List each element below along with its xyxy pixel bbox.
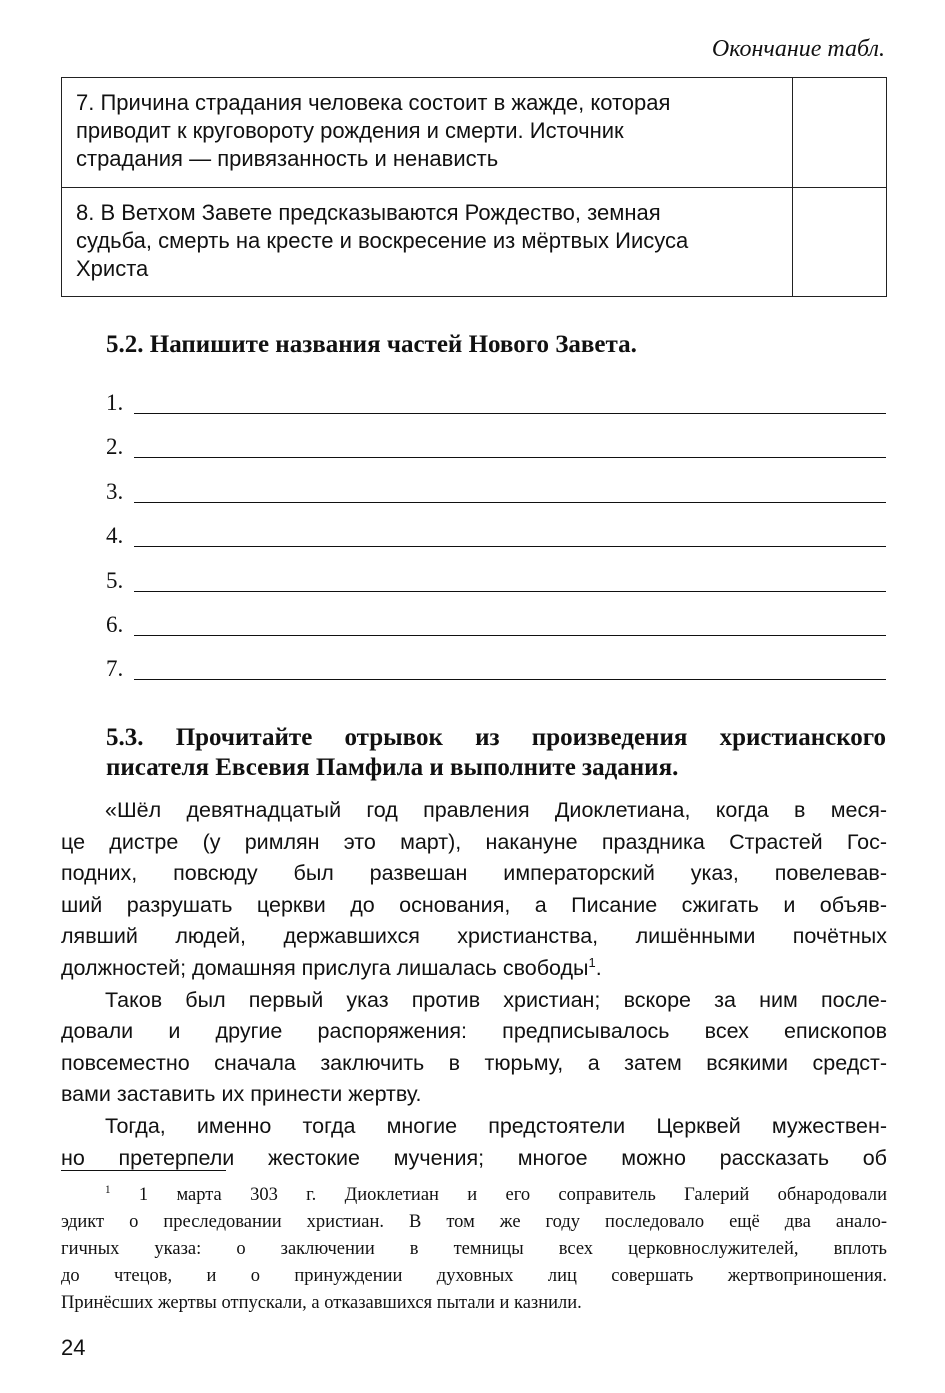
answer-blank-line[interactable] — [134, 457, 886, 458]
answer-lines-list — [106, 390, 886, 701]
excerpt-line: довали и другие распоряжения: предписывалось всех епископов — [61, 1019, 887, 1044]
answer-blank-line[interactable] — [134, 413, 886, 414]
answer-line-item — [106, 390, 886, 434]
excerpt-line: вами заставить их принести жертву. — [61, 1082, 422, 1107]
answer-line-item — [106, 612, 886, 656]
answer-cell[interactable] — [792, 188, 886, 297]
excerpt-line: «Шёл девятнадцатый год правления Диоклетиана, когда в меся- — [105, 798, 887, 822]
footnote-line — [61, 1182, 887, 1209]
excerpt-line: но претерпели жестокие мучения; многое можно рассказать об — [61, 1145, 887, 1170]
answer-blank-line[interactable] — [134, 546, 886, 547]
answer-blank-line[interactable] — [134, 679, 886, 680]
footnote-line: эдикт о преследовании христиан. В том же году последовало ещё два анало- — [61, 1212, 887, 1232]
footnote-line: гичных указа: о заключении в темницы всех церковнослужителей, вплоть — [61, 1239, 887, 1259]
footnote-line: до чтецов, и о принуждении духовных лиц совершать жертвоприношения. — [61, 1266, 887, 1286]
eusebius-excerpt — [61, 795, 887, 1174]
task-5-3-title — [106, 723, 886, 783]
answer-line-number: 6. — [106, 611, 124, 637]
statements-table — [61, 77, 887, 297]
answer-line-number: 3. — [106, 478, 124, 504]
footnote-mark: 1 — [105, 1183, 111, 1196]
statement-line: 8. В Ветхом Завете предсказываются Рождество, земная — [76, 200, 661, 225]
answer-blank-line[interactable] — [134, 591, 886, 592]
answer-line-number: 4. — [106, 523, 124, 549]
footnote — [61, 1182, 887, 1317]
excerpt-line: ший разрушать церкви до основания, а Писание сжигать и объяв- — [61, 892, 887, 917]
answer-line-number: 5. — [106, 567, 124, 593]
footnote-text: 1 марта 303 г. Диоклетиан и его соправитель Галерий обнародовали — [138, 1185, 887, 1205]
answer-cell[interactable] — [792, 78, 886, 188]
task-title-line: 5.3. Прочитайте отрывок из произведения христианского — [106, 724, 886, 751]
excerpt-line: Тогда, именно тогда многие предстоятели Церквей мужествен- — [105, 1113, 887, 1138]
answer-line-item — [106, 479, 886, 523]
answer-line-number: 7. — [106, 656, 124, 682]
footnote-reference: 1 — [588, 954, 596, 970]
statement-line: приводит к круговороту рождения и смерти. Источник — [76, 118, 624, 143]
table-continuation-label: Окончание табл. — [711, 36, 885, 62]
page-number: 24 — [61, 1335, 86, 1360]
answer-line-item — [106, 434, 886, 478]
excerpt-line — [61, 953, 887, 985]
excerpt-line: лявший людей, державшихся христианства, лишёнными почётных — [61, 924, 887, 949]
answer-line-item — [106, 656, 886, 700]
excerpt-text: должностей; домашняя прислуга лишалась свободы — [61, 955, 589, 980]
statement-line: страдания — привязанность и ненависть — [76, 146, 499, 171]
statement-line: Христа — [76, 256, 149, 281]
excerpt-line: подних, повсюду был развешан императорский указ, повелевав- — [61, 861, 887, 886]
answer-line-item — [106, 568, 886, 612]
task-title-line: писателя Евсевия Памфила и выполните задания. — [106, 754, 679, 781]
excerpt-line: це дистре (у римлян это март), накануне праздника Страстей Гос- — [61, 829, 887, 854]
answer-line-number: 1. — [106, 390, 124, 415]
footnote-line: Принёсших жертвы отпускали, а отказавшихся пытали и казнили. — [61, 1293, 582, 1313]
excerpt-line: Таков был первый указ против христиан; вскоре за ним после- — [105, 987, 887, 1012]
excerpt-punctuation: . — [595, 955, 602, 980]
excerpt-line: повсеместно сначала заключить в тюрьму, а затем всякими средст- — [61, 1050, 887, 1075]
table-row — [62, 78, 887, 188]
statement-cell — [62, 188, 793, 297]
answer-blank-line[interactable] — [134, 635, 886, 636]
answer-line-number: 2. — [106, 434, 124, 460]
answer-line-item — [106, 523, 886, 567]
task-5-2-title: 5.2. Напишите названия частей Нового Завета. — [106, 331, 637, 358]
footnote-divider — [61, 1170, 226, 1171]
statement-line: судьба, смерть на кресте и воскресение из мёртвых Иисуса — [76, 228, 689, 253]
table-row — [62, 188, 887, 297]
answer-blank-line[interactable] — [134, 502, 886, 503]
statement-cell — [62, 78, 793, 188]
statement-line: 7. Причина страдания человека состоит в жажде, которая — [76, 90, 671, 115]
